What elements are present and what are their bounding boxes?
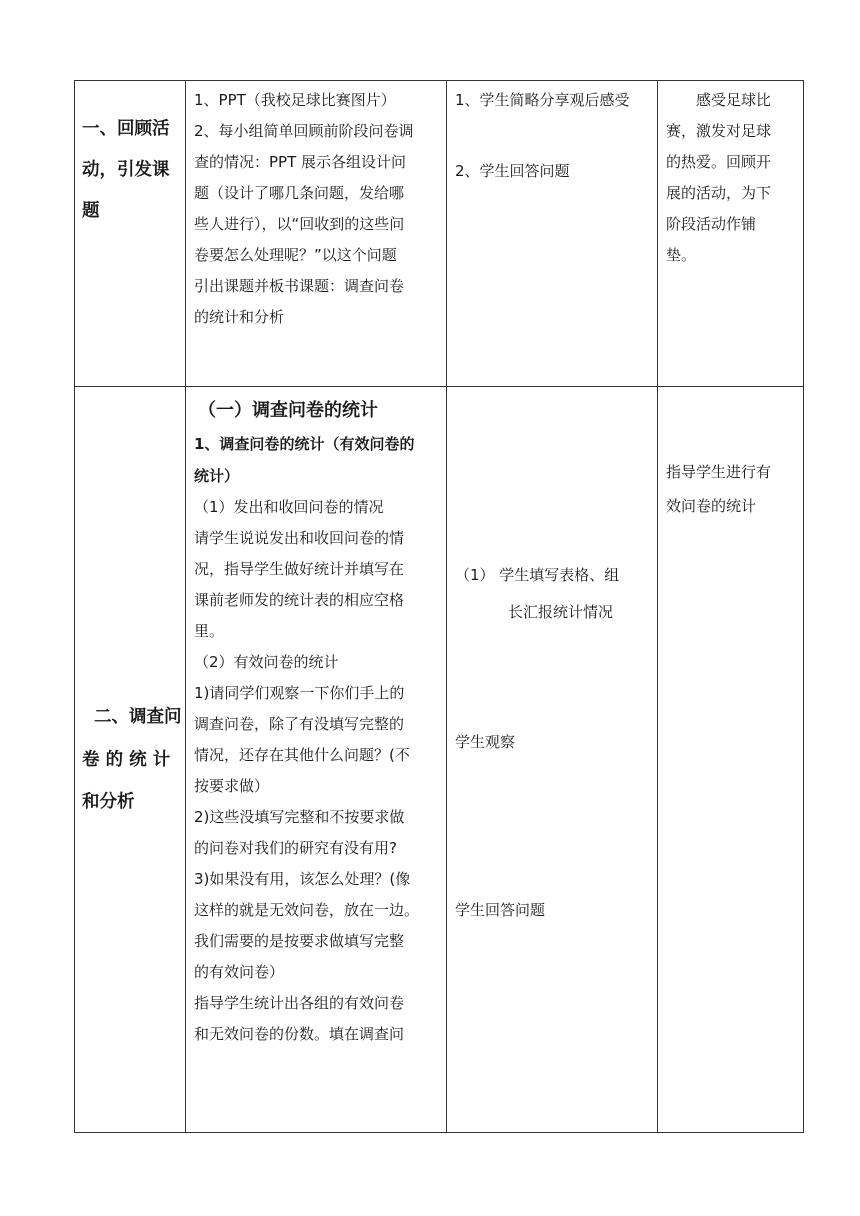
stage-line: 动，引发课 xyxy=(82,160,170,180)
stage-line: 二、调查问 xyxy=(94,706,182,727)
text-line: 2、学生回答问题 xyxy=(455,162,570,180)
student-activity-cell xyxy=(447,387,658,1133)
text-line: 1)请同学们观察一下你们手上的 xyxy=(194,684,405,702)
text-line: 效问卷的统计 xyxy=(666,497,757,515)
stage-line: 一、回顾活 xyxy=(82,119,170,139)
stage-line: 和分析 xyxy=(82,791,135,812)
text-line: 请学生说说发出和收回问卷的情 xyxy=(194,529,405,547)
teacher-activity-cell xyxy=(186,387,447,1133)
text-line: 的有效问卷） xyxy=(194,963,285,981)
text-line: 课前老师发的统计表的相应空格 xyxy=(194,591,405,609)
text-line: 这样的就是无效问卷，放在一边。 xyxy=(194,901,420,919)
text-line: 指导学生统计出各组的有效问卷 xyxy=(194,994,405,1012)
subheading-line: 统计） xyxy=(194,467,240,485)
table-row xyxy=(75,387,804,1133)
text-line: 情况，还存在其他什么问题？(不 xyxy=(194,746,410,764)
text-line: 调查问卷，除了有没填写完整的 xyxy=(194,715,405,733)
text-line: 卷要怎么处理呢？”以这个问题 xyxy=(194,246,397,264)
stage-line: 卷 的 统 计 xyxy=(82,749,171,770)
text-line: 2)这些没填写完整和不按要求做 xyxy=(194,808,405,826)
text-line: 1、PPT（我校足球比赛图片） xyxy=(194,91,396,109)
text-line: 赛，激发对足球 xyxy=(666,122,772,140)
stage-cell xyxy=(75,81,186,387)
text-line: 指导学生进行有 xyxy=(666,463,772,481)
text-line: 里。 xyxy=(194,622,225,640)
text-line: 1、学生简略分享观后感受 xyxy=(455,91,630,109)
text-line: 的统计和分析 xyxy=(194,308,285,326)
text-line: 况，指导学生做好统计并填写在 xyxy=(194,560,405,578)
text-line: 引出课题并板书课题：调查问卷 xyxy=(194,277,405,295)
text-line: 查的情况：PPT 展示各组设计问 xyxy=(194,153,407,171)
text-line: 垫。 xyxy=(666,246,697,264)
table-row xyxy=(75,81,804,387)
text-line: 展的活动，为下 xyxy=(666,184,772,202)
text-line: 阶段活动作铺 xyxy=(666,215,757,233)
text-line: 感受足球比 xyxy=(696,91,772,109)
text-line: （1）发出和收回问卷的情况 xyxy=(194,498,384,516)
text-line: （2）有效问卷的统计 xyxy=(194,653,339,671)
subheading-line: 1、调查问卷的统计（有效问卷的 xyxy=(194,435,415,453)
design-intent-cell xyxy=(658,81,804,387)
section-heading: （一）调查问卷的统计 xyxy=(198,400,378,421)
text-line: 题（设计了哪几条问题，发给哪 xyxy=(194,184,405,202)
text-line: 些人进行），以“回收到的这些问 xyxy=(194,215,405,233)
text-line: 学生观察 xyxy=(455,733,516,751)
text-line: （1） 学生填写表格、组 xyxy=(455,566,620,584)
student-activity-cell xyxy=(447,81,658,387)
text-line: 按要求做） xyxy=(194,777,270,795)
text-line: 学生回答问题 xyxy=(455,901,546,919)
text-line: 长汇报统计情况 xyxy=(508,603,614,621)
text-line: 和无效问卷的份数。填在调查问 xyxy=(194,1025,405,1043)
lesson-plan-table xyxy=(74,80,804,1133)
design-intent-cell xyxy=(658,387,804,1133)
text-line: 的问卷对我们的研究有没有用? xyxy=(194,839,397,857)
text-line: 我们需要的是按要求做填写完整 xyxy=(194,932,405,950)
stage-line: 题 xyxy=(82,201,100,221)
text-line: 的热爱。回顾开 xyxy=(666,153,772,171)
stage-cell xyxy=(75,387,186,1133)
text-line: 3)如果没有用，该怎么处理？(像 xyxy=(194,870,411,888)
text-line: 2、每小组简单回顾前阶段问卷调 xyxy=(194,122,414,140)
teacher-activity-cell xyxy=(186,81,447,387)
